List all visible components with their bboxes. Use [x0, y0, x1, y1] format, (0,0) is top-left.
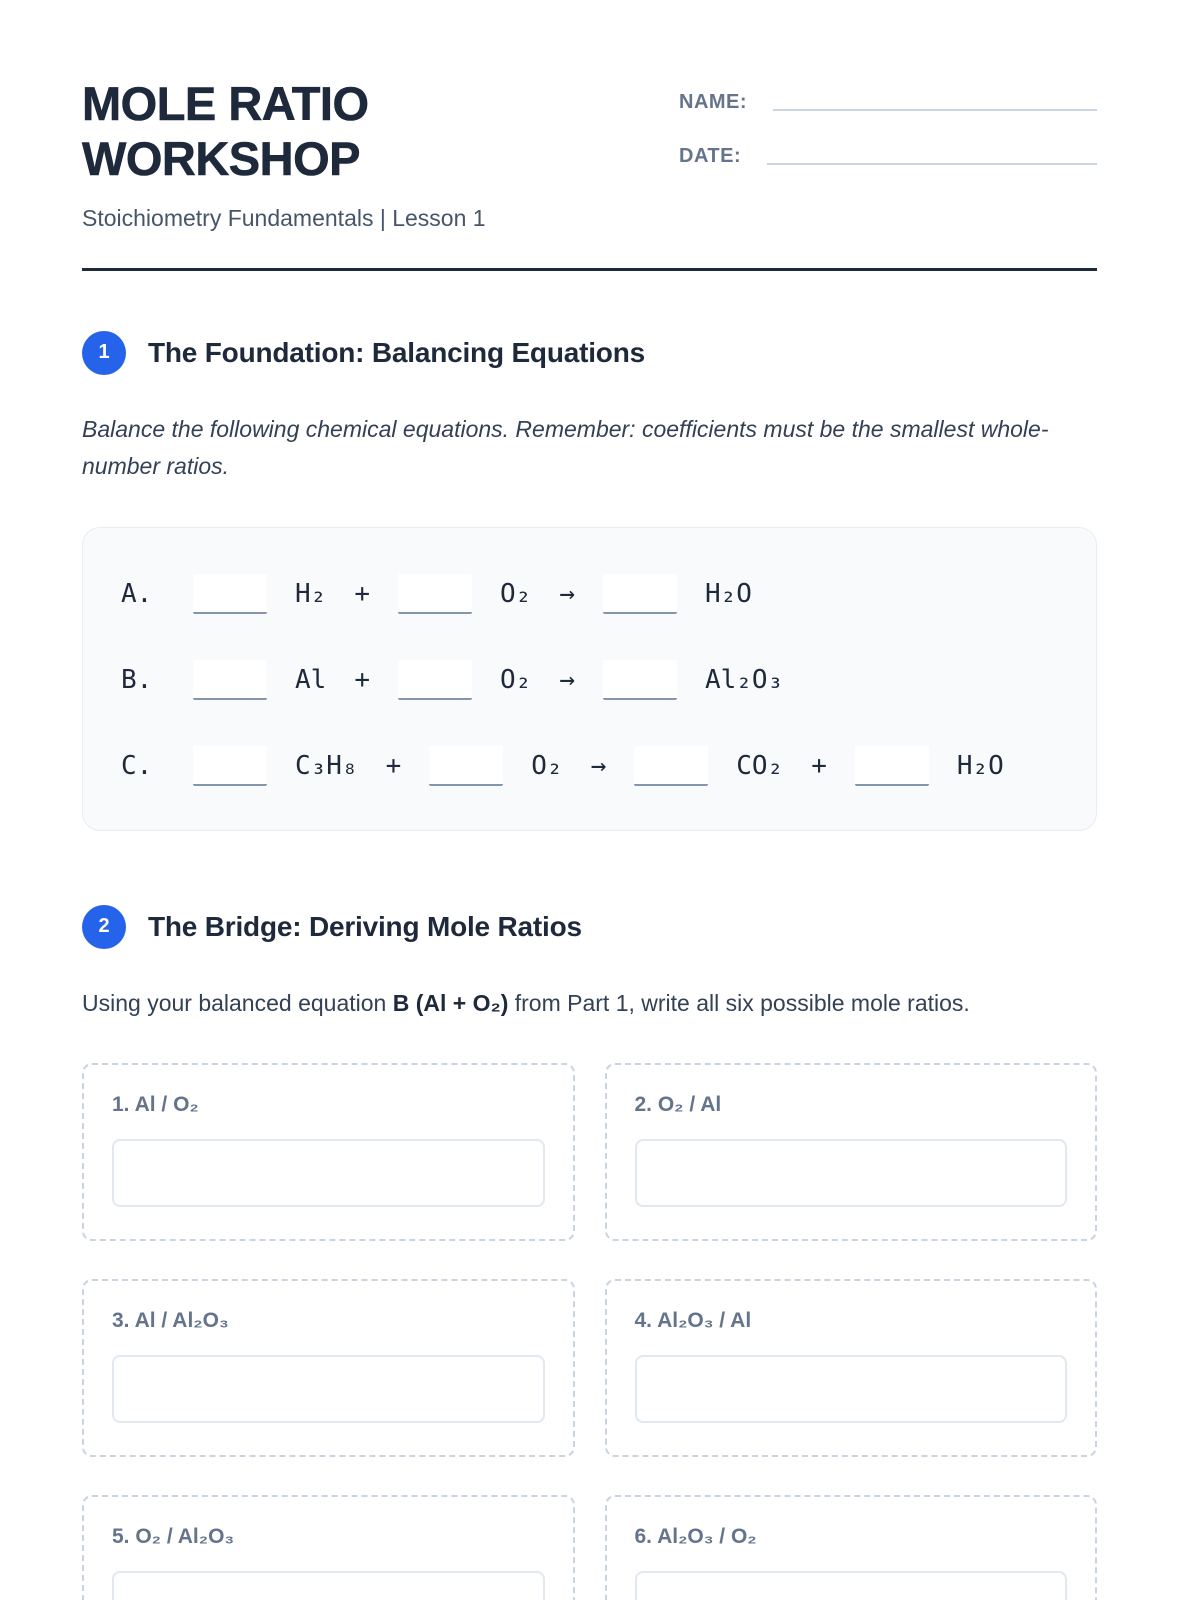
- plus-operator: +: [354, 578, 370, 609]
- coefficient-blank[interactable]: [193, 660, 267, 700]
- name-field: [679, 84, 1097, 114]
- page-title: [82, 76, 679, 187]
- ratio-card-1: [82, 1063, 575, 1241]
- ratio-answer-box[interactable]: [635, 1355, 1068, 1423]
- date-write-line[interactable]: [767, 163, 1097, 165]
- formula-term: CO₂: [736, 750, 784, 781]
- formula-term: C₃H₈: [295, 750, 358, 781]
- name-write-line[interactable]: [773, 109, 1097, 111]
- equation-row-a: [121, 574, 1058, 614]
- date-field: [679, 138, 1097, 168]
- ratio-answer-box[interactable]: [112, 1571, 545, 1600]
- formula-term: O₂: [499, 578, 532, 609]
- formula-term: H₂: [295, 578, 327, 609]
- section-2-title: The Bridge: Deriving Mole Ratios: [148, 910, 582, 942]
- coefficient-blank[interactable]: [193, 746, 267, 786]
- section-2-number-badge: 2: [82, 905, 126, 949]
- instruction-equation-ref: B (Al + O₂): [392, 989, 509, 1016]
- instruction-prefix: Using your balanced equation: [82, 989, 393, 1016]
- section-2-instructions: [82, 985, 1082, 1022]
- section-1-title: The Foundation: Balancing Equations: [148, 336, 645, 368]
- coefficient-blank[interactable]: [398, 574, 472, 614]
- equation-label: B.: [121, 664, 153, 695]
- instruction-suffix: from Part 1, write all six possible mole ratios.: [508, 989, 970, 1016]
- coefficient-blank[interactable]: [634, 746, 708, 786]
- formula-term: O₂: [499, 664, 532, 695]
- equation-box: [82, 527, 1097, 831]
- plus-operator: +: [354, 664, 370, 695]
- ratio-answer-box[interactable]: [635, 1139, 1068, 1207]
- plus-operator: +: [811, 750, 827, 781]
- ratio-answer-box[interactable]: [112, 1139, 545, 1207]
- page-subtitle: Stoichiometry Fundamentals | Lesson 1: [82, 204, 486, 231]
- reaction-arrow: →: [590, 750, 607, 781]
- plus-operator: +: [385, 750, 402, 781]
- name-label: NAME:: [679, 91, 748, 113]
- ratio-label: 3. Al / Al₂O₃: [112, 1309, 229, 1333]
- ratio-label: 1. Al / O₂: [112, 1093, 199, 1117]
- formula-term: Al₂O₃: [704, 664, 784, 695]
- ratio-answer-box[interactable]: [635, 1571, 1068, 1600]
- equation-row-c: [121, 746, 1058, 786]
- mole-ratio-grid: [82, 1063, 1097, 1600]
- equation-label: C.: [121, 750, 153, 781]
- coefficient-blank[interactable]: [429, 746, 503, 786]
- coefficient-blank[interactable]: [855, 746, 929, 786]
- title-block: [82, 76, 679, 232]
- section-balancing-equations: [82, 331, 1097, 831]
- ratio-label: 5. O₂ / Al₂O₃: [112, 1525, 235, 1549]
- coefficient-blank[interactable]: [603, 660, 677, 700]
- header: [82, 76, 1097, 232]
- formula-term: H₂O: [704, 578, 752, 609]
- formula-term: O₂: [531, 750, 563, 781]
- ratio-label: 6. Al₂O₃ / O₂: [634, 1525, 757, 1549]
- date-label: DATE:: [679, 145, 742, 167]
- reaction-arrow: →: [559, 664, 575, 695]
- ratio-card-5: [82, 1495, 575, 1600]
- formula-term: H₂O: [956, 750, 1004, 781]
- ratio-card-4: [605, 1279, 1098, 1457]
- section-1-instructions: Balance the following chemical equations. Remember: coefficients must be the smallest whole-number ratios.: [82, 415, 1049, 479]
- equation-row-b: [121, 660, 1058, 700]
- ratio-card-3: [82, 1279, 575, 1457]
- coefficient-blank[interactable]: [193, 574, 267, 614]
- formula-term: Al: [295, 664, 327, 695]
- coefficient-blank[interactable]: [603, 574, 677, 614]
- ratio-label: 4. Al₂O₃ / Al: [634, 1309, 752, 1333]
- header-divider: [82, 268, 1097, 271]
- page-title-line1: MOLE RATIO: [82, 77, 369, 130]
- section-mole-ratios: [82, 905, 1097, 1600]
- section-2-heading: [82, 905, 1097, 949]
- reaction-arrow: →: [559, 578, 575, 609]
- equation-label: A.: [121, 578, 153, 609]
- ratio-card-6: [605, 1495, 1098, 1600]
- ratio-card-2: [605, 1063, 1098, 1241]
- ratio-answer-box[interactable]: [112, 1355, 545, 1423]
- ratio-label: 2. O₂ / Al: [634, 1093, 722, 1117]
- coefficient-blank[interactable]: [398, 660, 472, 700]
- page-title-line2: WORKSHOP: [82, 132, 360, 186]
- section-1-number-badge: 1: [82, 331, 126, 375]
- section-1-heading: [82, 331, 1097, 375]
- name-date-fields: [679, 76, 1097, 168]
